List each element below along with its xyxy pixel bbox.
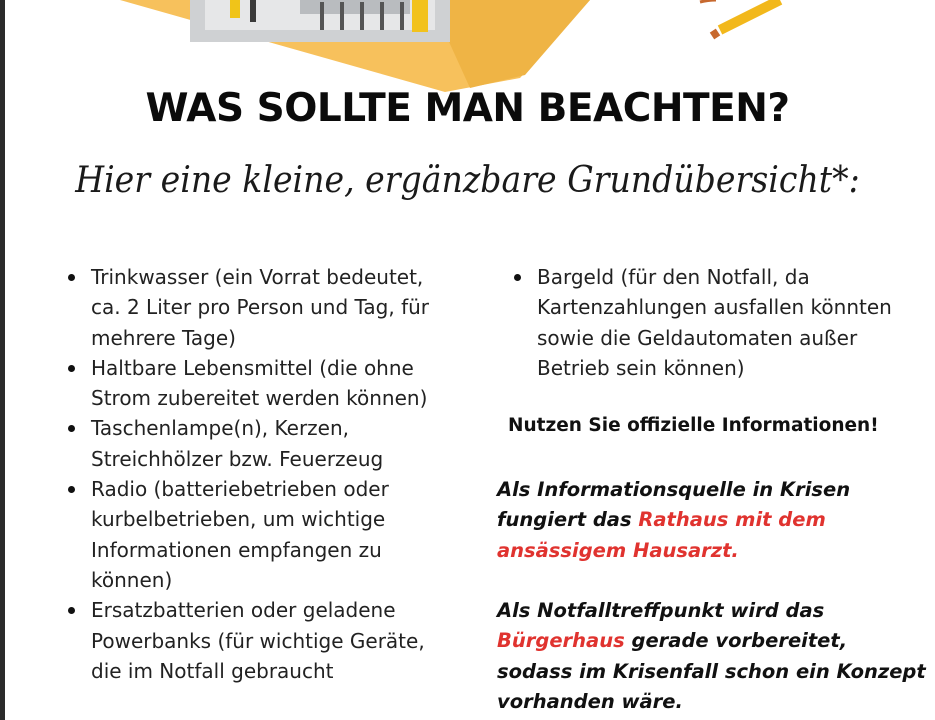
header-banner-image xyxy=(0,0,935,95)
page-subtitle: Hier eine kleine, ergänzbare Grundübersicht*: xyxy=(75,160,860,201)
bullet-icon xyxy=(68,274,75,281)
info-text: Als Informationsquelle in Krisen fungiert das xyxy=(497,478,851,532)
list-item xyxy=(64,595,454,686)
list-item xyxy=(64,262,454,353)
info-source-paragraph xyxy=(497,475,927,566)
list-item-text: Haltbare Lebensmittel (die ohne Strom zubereitet werden können) xyxy=(91,355,428,411)
info-text: Als Notfalltreffpunkt wird das xyxy=(497,599,825,622)
bullet-icon xyxy=(68,486,75,493)
list-item xyxy=(64,413,454,474)
list-item xyxy=(64,474,454,595)
page-title: WAS SOLLTE MAN BEACHTEN? xyxy=(145,86,790,131)
checklist-right xyxy=(510,262,930,383)
info-text: gerade vorbereitet, sodass im Krisenfall schon ein Konzept vorhanden wäre. xyxy=(497,629,926,713)
highlight-text: Rathaus mit dem ansässigem Hausarzt. xyxy=(497,508,826,562)
list-item-text: Radio (batteriebetrieben oder kurbelbetrieben, um wichtige Informationen empfangen zu können) xyxy=(91,477,389,592)
bullet-icon xyxy=(514,274,521,281)
list-item xyxy=(510,262,930,383)
cable-image xyxy=(700,0,780,36)
bullet-icon xyxy=(68,607,75,614)
list-item-text: Bargeld (für den Notfall, da Kartenzahlungen ausfallen könnten sowie die Geldautomaten außer Betrieb sein können) xyxy=(537,265,892,380)
list-item-text: Trinkwasser (ein Vorrat bedeutet, ca. 2 Liter pro Person und Tag, für mehrere Tage) xyxy=(91,265,430,350)
bullet-icon xyxy=(68,425,75,432)
bullet-icon xyxy=(68,365,75,372)
list-item-text: Ersatzbatterien oder geladene Powerbanks (für wichtige Geräte, die im Notfall gebraucht xyxy=(91,598,425,683)
list-item-text: Taschenlampe(n), Kerzen, Streichhölzer bzw. Feuerzeug xyxy=(91,416,384,471)
meeting-point-paragraph xyxy=(497,596,927,717)
checklist-left xyxy=(64,262,454,686)
list-item xyxy=(64,353,454,414)
fuse-box-image xyxy=(190,0,450,42)
highlight-text: Bürgerhaus xyxy=(497,629,625,653)
official-info-heading: Nutzen Sie offizielle Informationen! xyxy=(508,415,879,436)
